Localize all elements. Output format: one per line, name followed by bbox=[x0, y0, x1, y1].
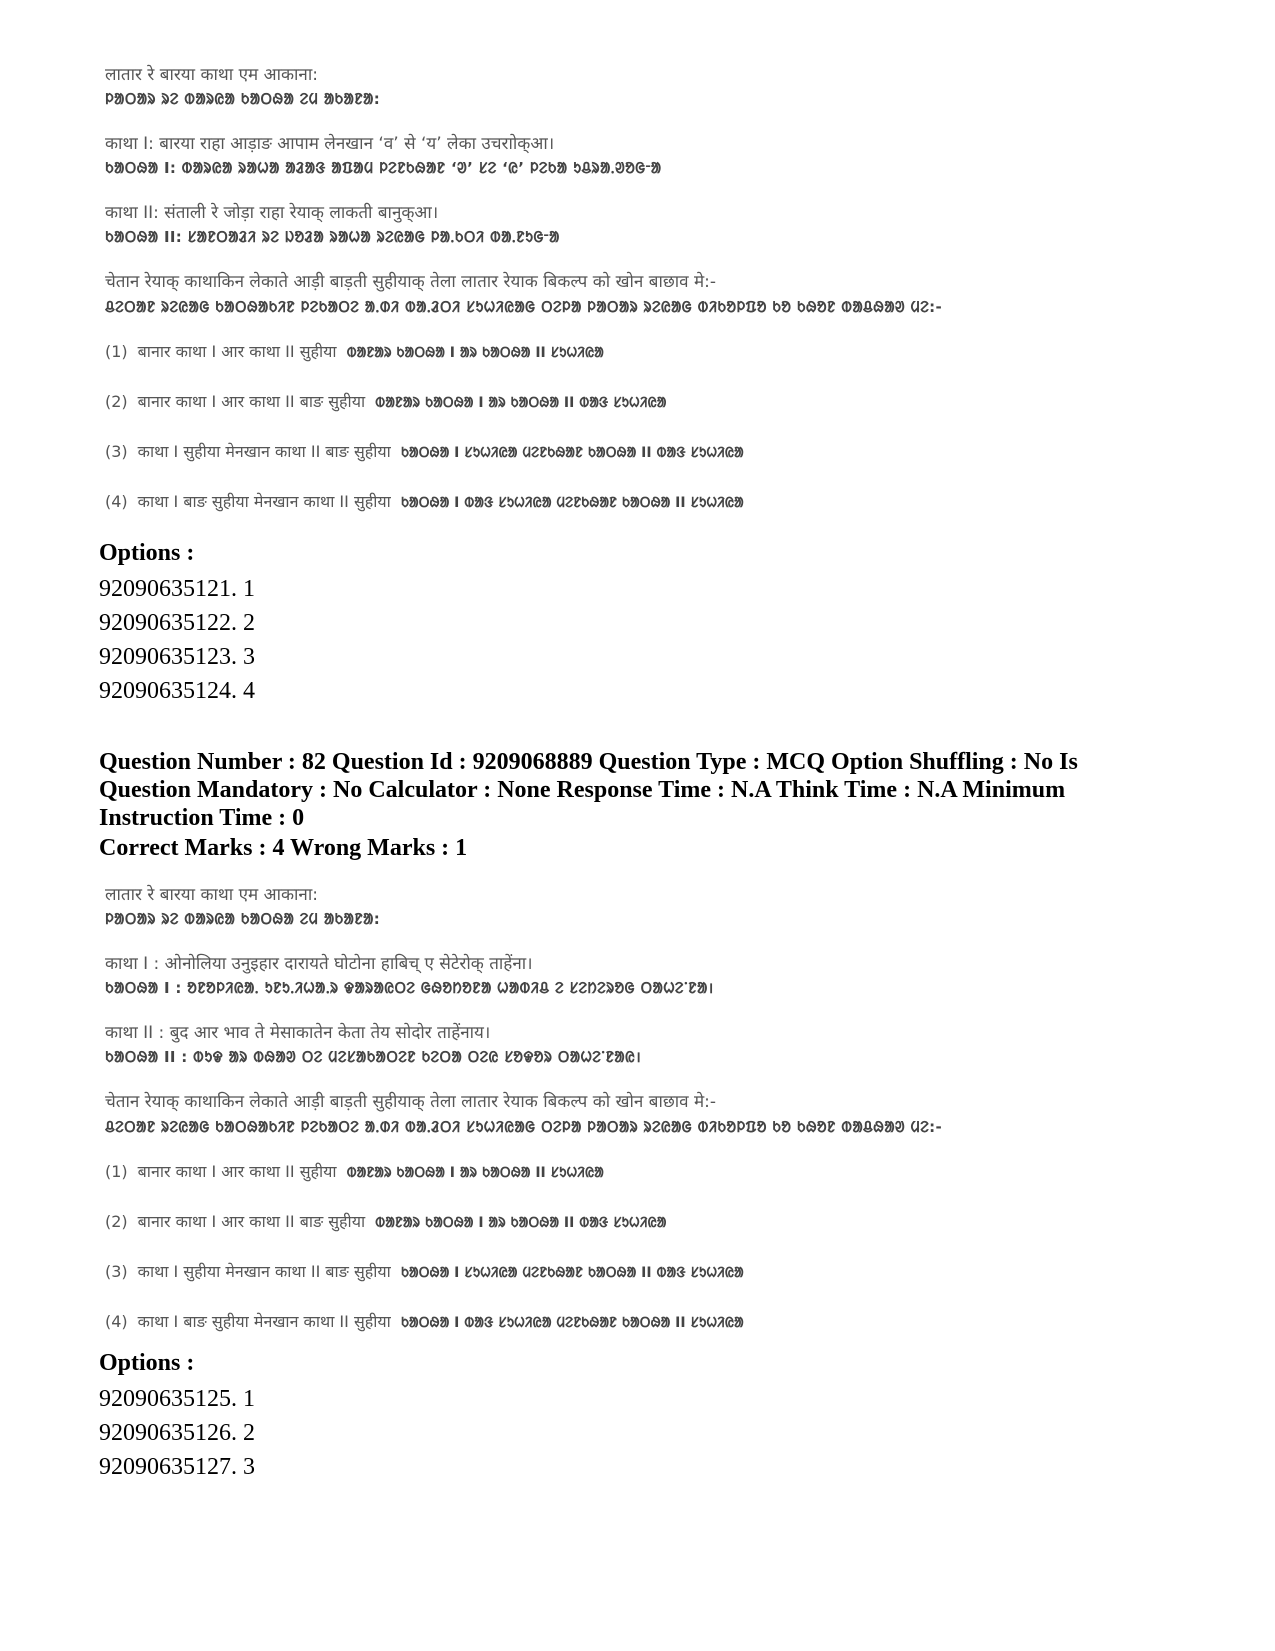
statement-2-devanagari: काथा II : बुद आर भाव ते मेसाकातेन केता तेय सोदोर ताहेंनाय। bbox=[105, 1023, 491, 1043]
option-devanagari: बानार काथा I आर काथा II सुहीया bbox=[137, 1162, 337, 1181]
question-meta-line-1: Question Number : 82 Question Id : 9209068889 Question Type : MCQ Option Shuffling : No Is bbox=[99, 749, 1078, 775]
statement-1-devanagari: काथा I : ओनोलिया उनुइहार दारायते घोटोना हाबिच् ए सेटेरोक् ताहेंना। bbox=[105, 954, 533, 974]
intro bbox=[105, 882, 965, 929]
option-olchiki: ᱵᱟᱱᱟᱨ ᱠᱟᱛᱷᱟ I ᱟᱨ ᱠᱟᱛᱷᱟ II ᱵᱟᱝ ᱥᱩᱦᱤᱭᱟ bbox=[375, 1215, 667, 1231]
statement-2-olchiki: ᱠᱟᱛᱷᱟ II : ᱵᱩᱫ ᱟᱨ ᱵᱷᱟᱣ ᱛᱮ ᱢᱮᱥᱟᱠᱟᱛᱮᱱ ᱠᱮᱛᱟ ᱛᱮᱭ ᱥᱚᱫᱚᱨ ᱛᱟᱦᱮᱸᱱᱟᱭ। bbox=[105, 1048, 642, 1066]
statement-1-olchiki: ᱠᱟᱛᱷᱟ I: ᱵᱟᱨᱭᱟ ᱨᱟᱦᱟ ᱟᱲᱟᱝ ᱟᱯᱟᱢ ᱞᱮᱱᱠᱷᱟᱱ ‘ᱣ’ ᱥᱮ ‘ᱭ’ ᱞᱮᱠᱟ ᱩᱪᱨᱟᱹᱣᱚᱜᱼᱟ bbox=[105, 159, 662, 177]
intro bbox=[105, 62, 965, 109]
option-olchiki: ᱠᱟᱛᱷᱟ I ᱥᱩᱦᱤᱭᱟ ᱢᱮᱱᱠᱷᱟᱱ ᱠᱟᱛᱷᱟ II ᱵᱟᱝ ᱥᱩᱦᱤᱭᱟ bbox=[400, 1265, 744, 1281]
question-meta-line-2: Question Mandatory : No Calculator : None Response Time : N.A Think Time : N.A Minimum bbox=[99, 777, 1066, 803]
option-devanagari: काथा I सुहीया मेनखान काथा II बाङ सुहीया bbox=[137, 442, 391, 461]
answer-option-3 bbox=[105, 1260, 965, 1282]
option-number: (4) bbox=[105, 492, 128, 511]
intro-devanagari: लातार रे बारया काथा एम आकाना: bbox=[105, 65, 318, 85]
option-id: 92090635122. 2 bbox=[99, 610, 255, 636]
option-olchiki: ᱠᱟᱛᱷᱟ I ᱥᱩᱦᱤᱭᱟ ᱢᱮᱱᱠᱷᱟᱱ ᱠᱟᱛᱷᱟ II ᱵᱟᱝ ᱥᱩᱦᱤᱭᱟ bbox=[400, 445, 744, 461]
statement-1-devanagari: काथा I: बारया राहा आड़ाङ आपाम लेनखान ‘व’ से ‘य’ लेका उचराोक्आ। bbox=[105, 134, 555, 154]
intro-olchiki: ᱞᱟᱛᱟᱨ ᱨᱮ ᱵᱟᱨᱭᱟ ᱠᱟᱛᱷᱟ ᱮᱢ ᱟᱠᱟᱱᱟ: bbox=[105, 90, 381, 108]
option-number: (2) bbox=[105, 1212, 128, 1231]
option-devanagari: बानार काथा I आर काथा II सुहीया bbox=[137, 342, 337, 361]
option-id: 92090635123. 3 bbox=[99, 644, 255, 670]
option-olchiki: ᱠᱟᱛᱷᱟ I ᱵᱟᱝ ᱥᱩᱦᱤᱭᱟ ᱢᱮᱱᱠᱷᱟᱱ ᱠᱟᱛᱷᱟ II ᱥᱩᱦᱤᱭᱟ bbox=[400, 495, 744, 511]
statement-1-olchiki: ᱠᱟᱛᱷᱟ I : ᱚᱱᱚᱞᱤᱭᱟᱹ ᱩᱱᱩᱹᱤᱦᱟᱹᱨ ᱫᱟᱨᱟᱭᱛᱮ ᱜᱷᱚᱴᱚᱱᱟ ᱦᱟᱵᱤᱪ ᱮ ᱥᱮᱴᱮᱨᱚᱜ ᱛᱟᱦᱮᱸᱱᱟ। bbox=[105, 979, 714, 997]
answer-option-4 bbox=[105, 490, 965, 512]
statement-2 bbox=[105, 200, 965, 247]
options-list-2 bbox=[99, 1382, 255, 1484]
option-olchiki: ᱵᱟᱱᱟᱨ ᱠᱟᱛᱷᱟ I ᱟᱨ ᱠᱟᱛᱷᱟ II ᱵᱟᱝ ᱥᱩᱦᱤᱭᱟ bbox=[375, 395, 667, 411]
intro-olchiki: ᱞᱟᱛᱟᱨ ᱨᱮ ᱵᱟᱨᱭᱟ ᱠᱟᱛᱷᱟ ᱮᱢ ᱟᱠᱟᱱᱟ: bbox=[105, 910, 381, 928]
question-stem bbox=[105, 269, 965, 318]
option-number: (4) bbox=[105, 1312, 128, 1331]
answer-option-2 bbox=[105, 390, 965, 412]
option-olchiki: ᱵᱟᱱᱟᱨ ᱠᱟᱛᱷᱟ I ᱟᱨ ᱠᱟᱛᱷᱟ II ᱥᱩᱦᱤᱭᱟ bbox=[346, 345, 604, 361]
statement-1 bbox=[105, 131, 965, 178]
option-number: (2) bbox=[105, 392, 128, 411]
statement-2-olchiki: ᱠᱟᱛᱷᱟ II: ᱥᱟᱱᱛᱟᱲᱤ ᱨᱮ ᱡᱚᱲᱟ ᱨᱟᱦᱟ ᱨᱮᱭᱟᱜ ᱞᱟᱹᱠᱛᱤ ᱵᱟᱹᱱᱩᱜᱼᱟ bbox=[105, 228, 560, 246]
stem-olchiki: ᱪᱮᱛᱟᱱ ᱨᱮᱭᱟᱜ ᱠᱟᱛᱷᱟᱠᱤᱱ ᱞᱮᱠᱟᱛᱮ ᱟᱹᱰᱤ ᱵᱟᱹᱲᱛᱤ ᱥᱩᱦᱤᱭᱟᱜ ᱛᱮᱞᱟ ᱞᱟᱛᱟᱨ ᱨᱮᱭᱟᱜ ᱵᱤᱠᱚᱞᱯᱚ ᱠᱚ ᱠᱷᱚᱱ ᱵᱟᱪᱷᱟᱣ ᱢᱮ:- bbox=[105, 1118, 942, 1136]
intro-devanagari: लातार रे बारया काथा एम आकाना: bbox=[105, 885, 318, 905]
option-number: (1) bbox=[105, 342, 128, 361]
option-devanagari: बानार काथा I आर काथा II बाङ सुहीया bbox=[137, 392, 366, 411]
option-devanagari: काथा I बाङ सुहीया मेनखान काथा II सुहीया bbox=[137, 492, 391, 511]
stem-olchiki: ᱪᱮᱛᱟᱱ ᱨᱮᱭᱟᱜ ᱠᱟᱛᱷᱟᱠᱤᱱ ᱞᱮᱠᱟᱛᱮ ᱟᱹᱰᱤ ᱵᱟᱹᱲᱛᱤ ᱥᱩᱦᱤᱭᱟᱜ ᱛᱮᱞᱟ ᱞᱟᱛᱟᱨ ᱨᱮᱭᱟᱜ ᱵᱤᱠᱚᱞᱯᱚ ᱠᱚ ᱠᱷᱚᱱ ᱵᱟᱪᱷᱟᱣ ᱢᱮ:- bbox=[105, 298, 942, 316]
option-number: (3) bbox=[105, 442, 128, 461]
answer-option-1 bbox=[105, 1160, 965, 1182]
marks-line: Correct Marks : 4 Wrong Marks : 1 bbox=[99, 835, 468, 861]
question-stem bbox=[105, 1089, 965, 1138]
stem-devanagari: चेतान रेयाक् काथाकिन लेकाते आड़ी बाड़ती सुहीयाक् तेला लातार रेयाक बिकल्प को खोन बाछाव मे:- bbox=[105, 272, 717, 292]
options-list-1 bbox=[99, 572, 255, 708]
options-heading-1: Options : bbox=[99, 540, 195, 566]
option-devanagari: काथा I सुहीया मेनखान काथा II बाङ सुहीया bbox=[137, 1262, 391, 1281]
statement-1 bbox=[105, 951, 965, 998]
question-meta-line-3: Instruction Time : 0 bbox=[99, 805, 305, 831]
option-olchiki: ᱵᱟᱱᱟᱨ ᱠᱟᱛᱷᱟ I ᱟᱨ ᱠᱟᱛᱷᱟ II ᱥᱩᱦᱤᱭᱟ bbox=[346, 1165, 604, 1181]
option-id: 92090635126. 2 bbox=[99, 1420, 255, 1446]
stem-devanagari: चेतान रेयाक् काथाकिन लेकाते आड़ी बाड़ती सुहीयाक् तेला लातार रेयाक बिकल्प को खोन बाछाव मे:- bbox=[105, 1092, 717, 1112]
statement-2 bbox=[105, 1020, 965, 1067]
option-id: 92090635121. 1 bbox=[99, 576, 255, 602]
option-devanagari: काथा I बाङ सुहीया मेनखान काथा II सुहीया bbox=[137, 1312, 391, 1331]
option-number: (3) bbox=[105, 1262, 128, 1281]
option-olchiki: ᱠᱟᱛᱷᱟ I ᱵᱟᱝ ᱥᱩᱦᱤᱭᱟ ᱢᱮᱱᱠᱷᱟᱱ ᱠᱟᱛᱷᱟ II ᱥᱩᱦᱤᱭᱟ bbox=[400, 1315, 744, 1331]
answer-option-4 bbox=[105, 1310, 965, 1332]
statement-2-devanagari: काथा II: संताली रे जोड़ा राहा रेयाक् लाकती बानुक्आ। bbox=[105, 203, 439, 223]
answer-option-3 bbox=[105, 440, 965, 462]
question-meta bbox=[99, 748, 1179, 832]
option-id: 92090635124. 4 bbox=[99, 678, 255, 704]
option-id: 92090635127. 3 bbox=[99, 1454, 255, 1480]
option-id: 92090635125. 1 bbox=[99, 1386, 255, 1412]
option-number: (1) bbox=[105, 1162, 128, 1181]
question-image-block-2 bbox=[105, 882, 965, 1360]
answer-option-1 bbox=[105, 340, 965, 362]
options-heading-2: Options : bbox=[99, 1350, 195, 1376]
question-image-block-1 bbox=[105, 62, 965, 540]
option-devanagari: बानार काथा I आर काथा II बाङ सुहीया bbox=[137, 1212, 366, 1231]
answer-option-2 bbox=[105, 1210, 965, 1232]
